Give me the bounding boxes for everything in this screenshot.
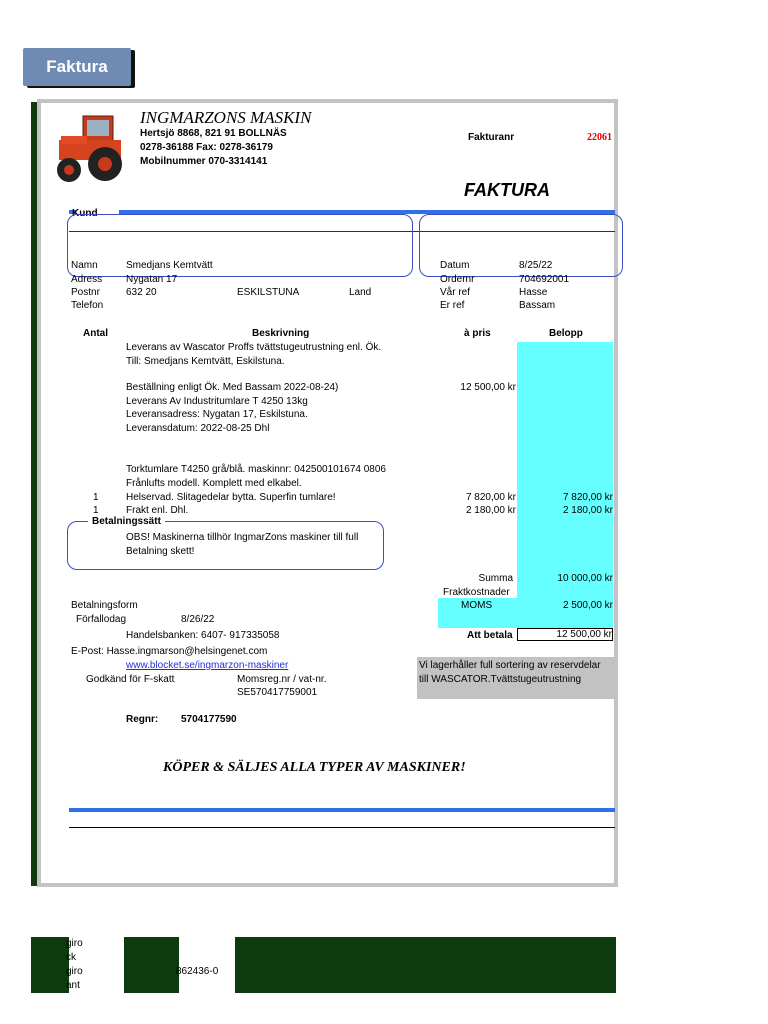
line-price: 12 500,00 kr [460, 382, 516, 393]
company-address: Hertsjö 8868, 821 91 BOLLNÄS [140, 128, 287, 139]
invoice-number: 22061 [587, 132, 612, 143]
line-price: 2 180,00 kr [465, 505, 516, 516]
footer-number: 862436-0 [176, 966, 219, 977]
due-date-value: 8/26/22 [181, 614, 215, 625]
footer-text: giro [66, 938, 83, 949]
customer-city: ESKILSTUNA [237, 287, 300, 298]
footer-text: giro [66, 966, 83, 977]
date-value: 8/25/22 [519, 260, 553, 271]
footer-divider-line [69, 808, 615, 812]
order-value: 704692001 [519, 274, 570, 285]
due-date-label: Förfallodag [76, 614, 127, 625]
total-value: 12 500,00 kr [517, 628, 613, 641]
invoice-number-label: Fakturanr [468, 132, 515, 143]
line-price: 7 820,00 kr [465, 492, 516, 503]
freight-label: Fraktkostnader [443, 587, 510, 598]
header-qty: Antal [83, 328, 108, 339]
customer-phone-label: Telefon [71, 300, 104, 311]
line-desc: Beställning enligt Ök. Med Bassam 2022-08-24) [126, 382, 339, 393]
vat-label: MOMS [461, 600, 493, 611]
your-ref-value: Bassam [519, 300, 556, 311]
payment-form-label: Betalningsform [71, 600, 138, 611]
customer-address-label: Adress [71, 274, 103, 285]
footer-text: ant [66, 980, 80, 991]
customer-land-label: Land [349, 287, 372, 298]
customer-postnr-label: Postnr [71, 287, 100, 298]
invoice-title: FAKTURA [464, 180, 550, 200]
our-ref-label: Vår ref [440, 287, 471, 298]
company-name: INGMARZONS MASKIN [140, 108, 312, 127]
customer-postnr: 632 20 [126, 287, 157, 298]
line-desc: Frakt enl. Dhl. [126, 505, 189, 516]
blocket-link[interactable]: www.blocket.se/ingmarzon-maskiner [126, 660, 289, 671]
footer-text: ck [66, 952, 76, 963]
sum-value: 10 000,00 kr [557, 573, 613, 584]
date-label: Datum [440, 260, 470, 271]
footer-block-right [235, 937, 616, 993]
your-ref-label: Er ref [440, 300, 465, 311]
header-amount: Belopp [549, 328, 583, 339]
line-desc: Torktumlare T4250 grå/blå. maskinnr: 042500101674 0806 [126, 464, 386, 475]
customer-name: Smedjans Kemtvätt [126, 260, 213, 271]
line-amount: 2 180,00 kr [562, 505, 613, 516]
company-phone-fax: 0278-36188 Fax: 0278-36179 [140, 142, 273, 153]
payment-note-line: OBS! Maskinerna tillhör IngmarZons maskiner till full [126, 532, 359, 543]
order-label: Ordernr [440, 274, 475, 285]
line-desc: Leverans Av Industritumlare T 4250 13kg [126, 396, 308, 407]
our-ref-value: Hasse [519, 287, 548, 298]
amount-column-fill [517, 342, 613, 628]
total-label: Att betala [467, 630, 513, 641]
email-info: E-Post: Hasse.ingmarson@helsingenet.com [71, 646, 268, 657]
vat-reg-value: SE570417759001 [237, 687, 318, 698]
fskatt-info: Godkänd för F-skatt [86, 674, 175, 685]
tractor-logo-icon [53, 108, 131, 188]
footer-block-left [31, 937, 69, 993]
vat-reg-label: Momsreg.nr / vat-nr. [237, 674, 327, 685]
notice-line: Vi lagerhåller full sortering av reservdelar [419, 660, 601, 671]
line-desc: Frånlufts modell. Komplett med elkabel. [126, 478, 302, 489]
line-desc: Till: Smedjans Kemtvätt, Eskilstuna. [126, 356, 285, 367]
payment-box-label: Betalningssätt [88, 516, 165, 527]
payment-note-box [67, 521, 384, 570]
slogan: KÖPER & SÄLJES ALLA TYPER AV MASKINER! [163, 760, 466, 775]
line-qty: 1 [93, 492, 99, 503]
sum-label: Summa [478, 573, 513, 584]
line-desc: Leveransdatum: 2022-08-25 Dhl [126, 423, 270, 434]
notice-line: till WASCATOR.Tvättstugeutrustning [419, 674, 582, 685]
vat-value: 2 500,00 kr [562, 600, 613, 611]
payment-note-line: Betalning skett! [126, 546, 195, 557]
line-desc: Helservad. Slitagedelar bytta. Superfin tumlare! [126, 492, 336, 503]
faktura-tab-button[interactable]: Faktura [23, 48, 131, 86]
header-price: à pris [464, 328, 491, 339]
company-mobile: Mobilnummer 070-3314141 [140, 156, 268, 167]
regnr-value: 5704177590 [181, 714, 237, 725]
customer-box [67, 214, 413, 277]
regnr-label: Regnr: [126, 714, 159, 725]
header-desc: Beskrivning [252, 328, 310, 339]
customer-address: Nygatan 17 [126, 274, 178, 285]
bank-info: Handelsbanken: 6407- 917335058 [126, 630, 280, 641]
line-qty: 1 [93, 505, 99, 516]
customer-section-label: Kund [72, 208, 98, 219]
footer-thin-line [69, 827, 615, 828]
line-desc: Leverans av Wascator Proffs tvättstugeutrustning enl. Ök. [126, 342, 382, 353]
footer-block-middle [124, 937, 179, 993]
line-desc: Leveransadress: Nygatan 17, Eskilstuna. [126, 409, 308, 420]
line-amount: 7 820,00 kr [562, 492, 613, 503]
customer-name-label: Namn [71, 260, 98, 271]
